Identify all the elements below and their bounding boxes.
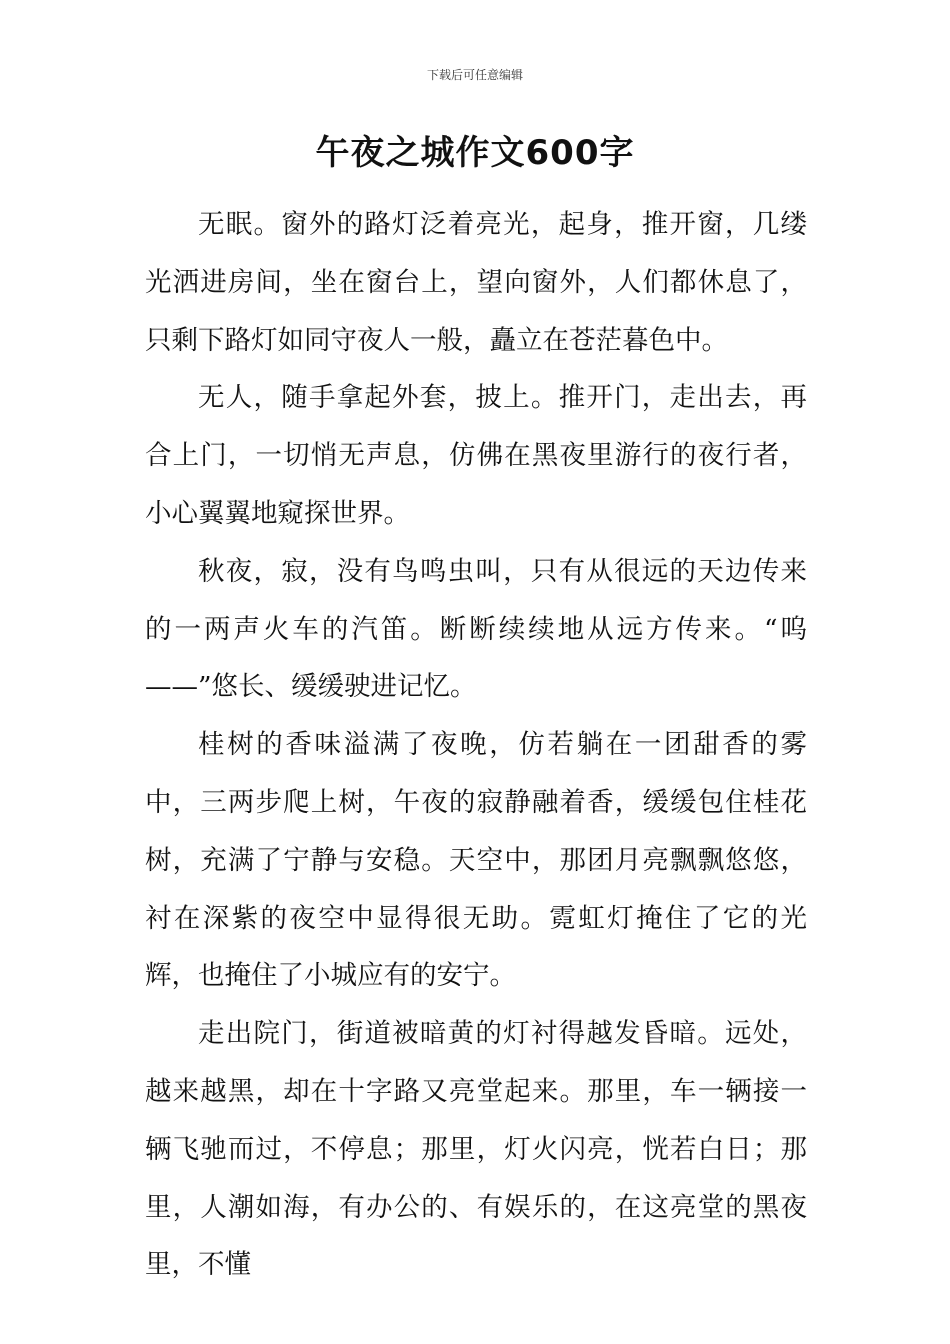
paragraph: 走出院门，街道被暗黄的灯衬得越发昏暗。远处，越来越黑，却在十字路又亮堂起来。那里，车一辆接一辆飞驰而过，不停息；那里，灯火闪亮，恍若白日；那里，人潮如海，有办公的、有娱乐的，在这亮堂的黑夜里，不懂 — [145, 1018, 807, 1281]
paragraph: 秋夜，寂，没有鸟鸣虫叫，只有从很远的天边传来的一两声火车的汽笛。断断续续地从远方传来。“呜——”悠长、缓缓驶进记忆。 — [145, 555, 807, 703]
page-header-note: 下载后可任意编辑 — [426, 68, 523, 82]
document-body — [145, 196, 807, 1294]
paragraph: 无人，随手拿起外套，披上。推开门，走出去，再合上门，一切悄无声息，仿佛在黑夜里游行的夜行者，小心翼翼地窥探世界。 — [145, 382, 807, 529]
paragraph: 无眠。窗外的路灯泛着亮光，起身，推开窗，几缕光洒进房间，坐在窗台上，望向窗外，人们都休息了，只剩下路灯如同守夜人一般，矗立在苍茫暮色中。 — [145, 209, 807, 356]
document-title: 午夜之城作文600字 — [315, 133, 635, 173]
paragraph: 桂树的香味溢满了夜晚，仿若躺在一团甜香的雾中，三两步爬上树，午夜的寂静融着香，缓缓包住桂花树，充满了宁静与安稳。天空中，那团月亮飘飘悠悠，衬在深紫的夜空中显得很无助。霓虹灯掩住了它的光辉，也掩住了小城应有的安宁。 — [145, 729, 807, 992]
